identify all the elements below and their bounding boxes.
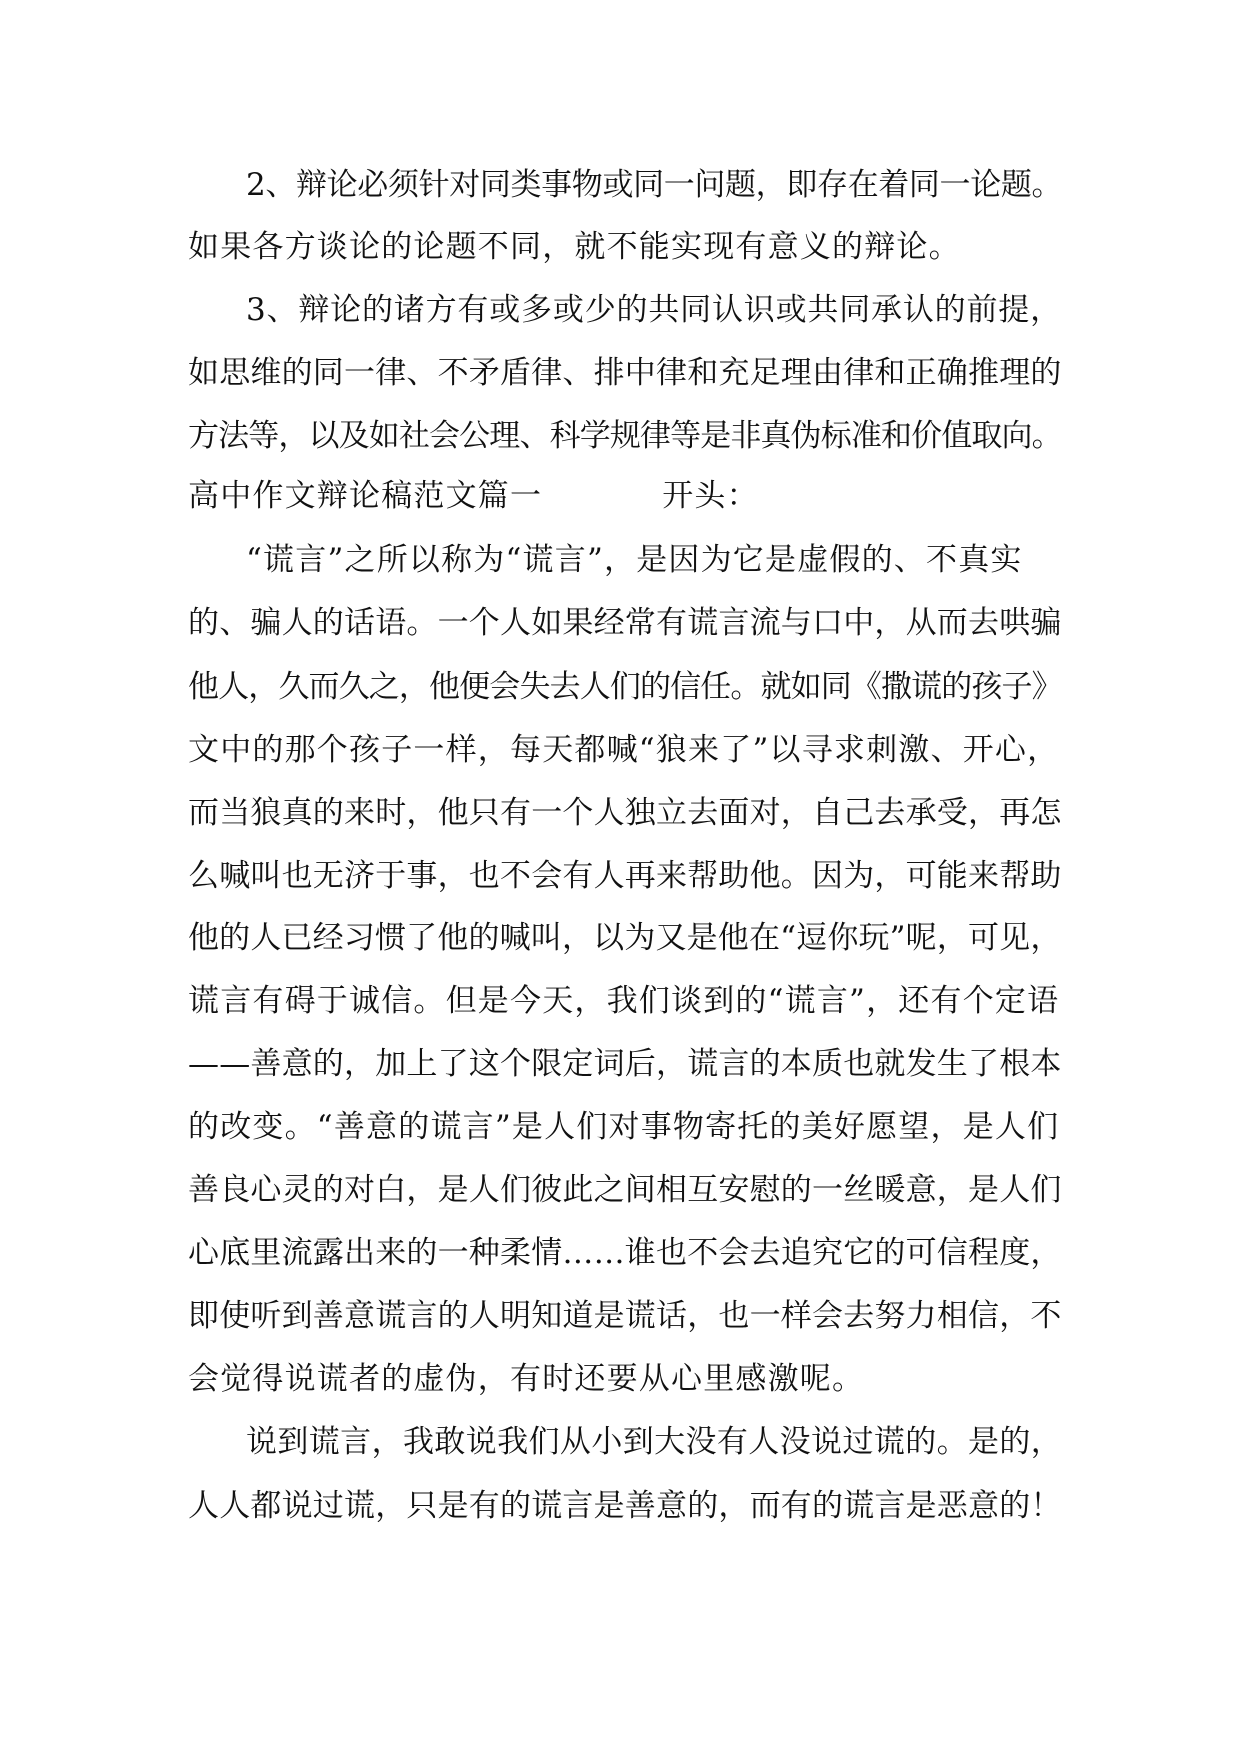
section-title: 高中作文辩论稿范文篇一 — [188, 478, 543, 514]
paragraph-line: 如果各方谈论的论题不同，就不能实现有意义的辩论。 — [188, 229, 961, 265]
paragraph-line: 善良心灵的对白，是人们彼此之间相互安慰的一丝暖意，是人们 — [188, 1172, 1062, 1208]
paragraph-line: 说到谎言，我敢说我们从小到大没有人没说过谎的。是的， — [246, 1424, 1063, 1460]
paragraph-line: 的改变。“善意的谎言”是人们对事物寄托的美好愿望，是人们 — [188, 1109, 1060, 1145]
paragraph-line: 方法等，以及如社会公理、科学规律等是非真伪标准和价值取向。 — [188, 418, 1062, 454]
paragraph-line: 谎言有碍于诚信。但是今天，我们谈到的“谎言”，还有个定语 — [188, 983, 1060, 1019]
paragraph-line: 他人，久而久之，他便会失去人们的信任。就如同《撒谎的孩子》 — [188, 669, 1062, 705]
paragraph-line: 他的人已经习惯了他的喊叫，以为又是他在“逗你玩”呢，可见， — [188, 920, 1062, 956]
paragraph-line: 会觉得说谎者的虚伪，有时还要从心里感激呢。 — [188, 1361, 865, 1397]
paragraph-line: 2、辩论必须针对同类事物或同一问题，即存在着同一论题。 — [246, 167, 1063, 203]
paragraph-line: 3、辩论的诸方有或多或少的共同认识或共同承认的前提， — [246, 292, 1062, 328]
paragraph-line: 的、骗人的话语。一个人如果经常有谎言流与口中，从而去哄骗 — [188, 605, 1062, 641]
paragraph-line: 么喊叫也无济于事，也不会有人再来帮助他。因为，可能来帮助 — [188, 858, 1062, 894]
paragraph-line: “谎言”之所以称为“谎言”，是因为它是虚假的、不真实 — [246, 542, 1023, 578]
section-subheading: 开头： — [662, 478, 759, 514]
paragraph-line: 如思维的同一律、不矛盾律、排中律和充足理由律和正确推理的 — [188, 355, 1062, 391]
paragraph-line: 而当狼真的来时，他只有一个人独立去面对，自己去承受，再怎 — [188, 795, 1062, 831]
paragraph-line: 人人都说过谎，只是有的谎言是善意的，而有的谎言是恶意的！ — [188, 1488, 1062, 1524]
paragraph-line: ——善意的，加上了这个限定词后，谎言的本质也就发生了根本 — [188, 1046, 1062, 1082]
paragraph-line: 即使听到善意谎言的人明知道是谎话，也一样会去努力相信，不 — [188, 1298, 1062, 1334]
paragraph-line: 心底里流露出来的一种柔情……谁也不会去追究它的可信程度， — [188, 1235, 1062, 1271]
paragraph-line: 文中的那个孩子一样，每天都喊“狼来了”以寻求刺激、开心， — [188, 732, 1060, 768]
section-heading-line — [188, 476, 759, 516]
